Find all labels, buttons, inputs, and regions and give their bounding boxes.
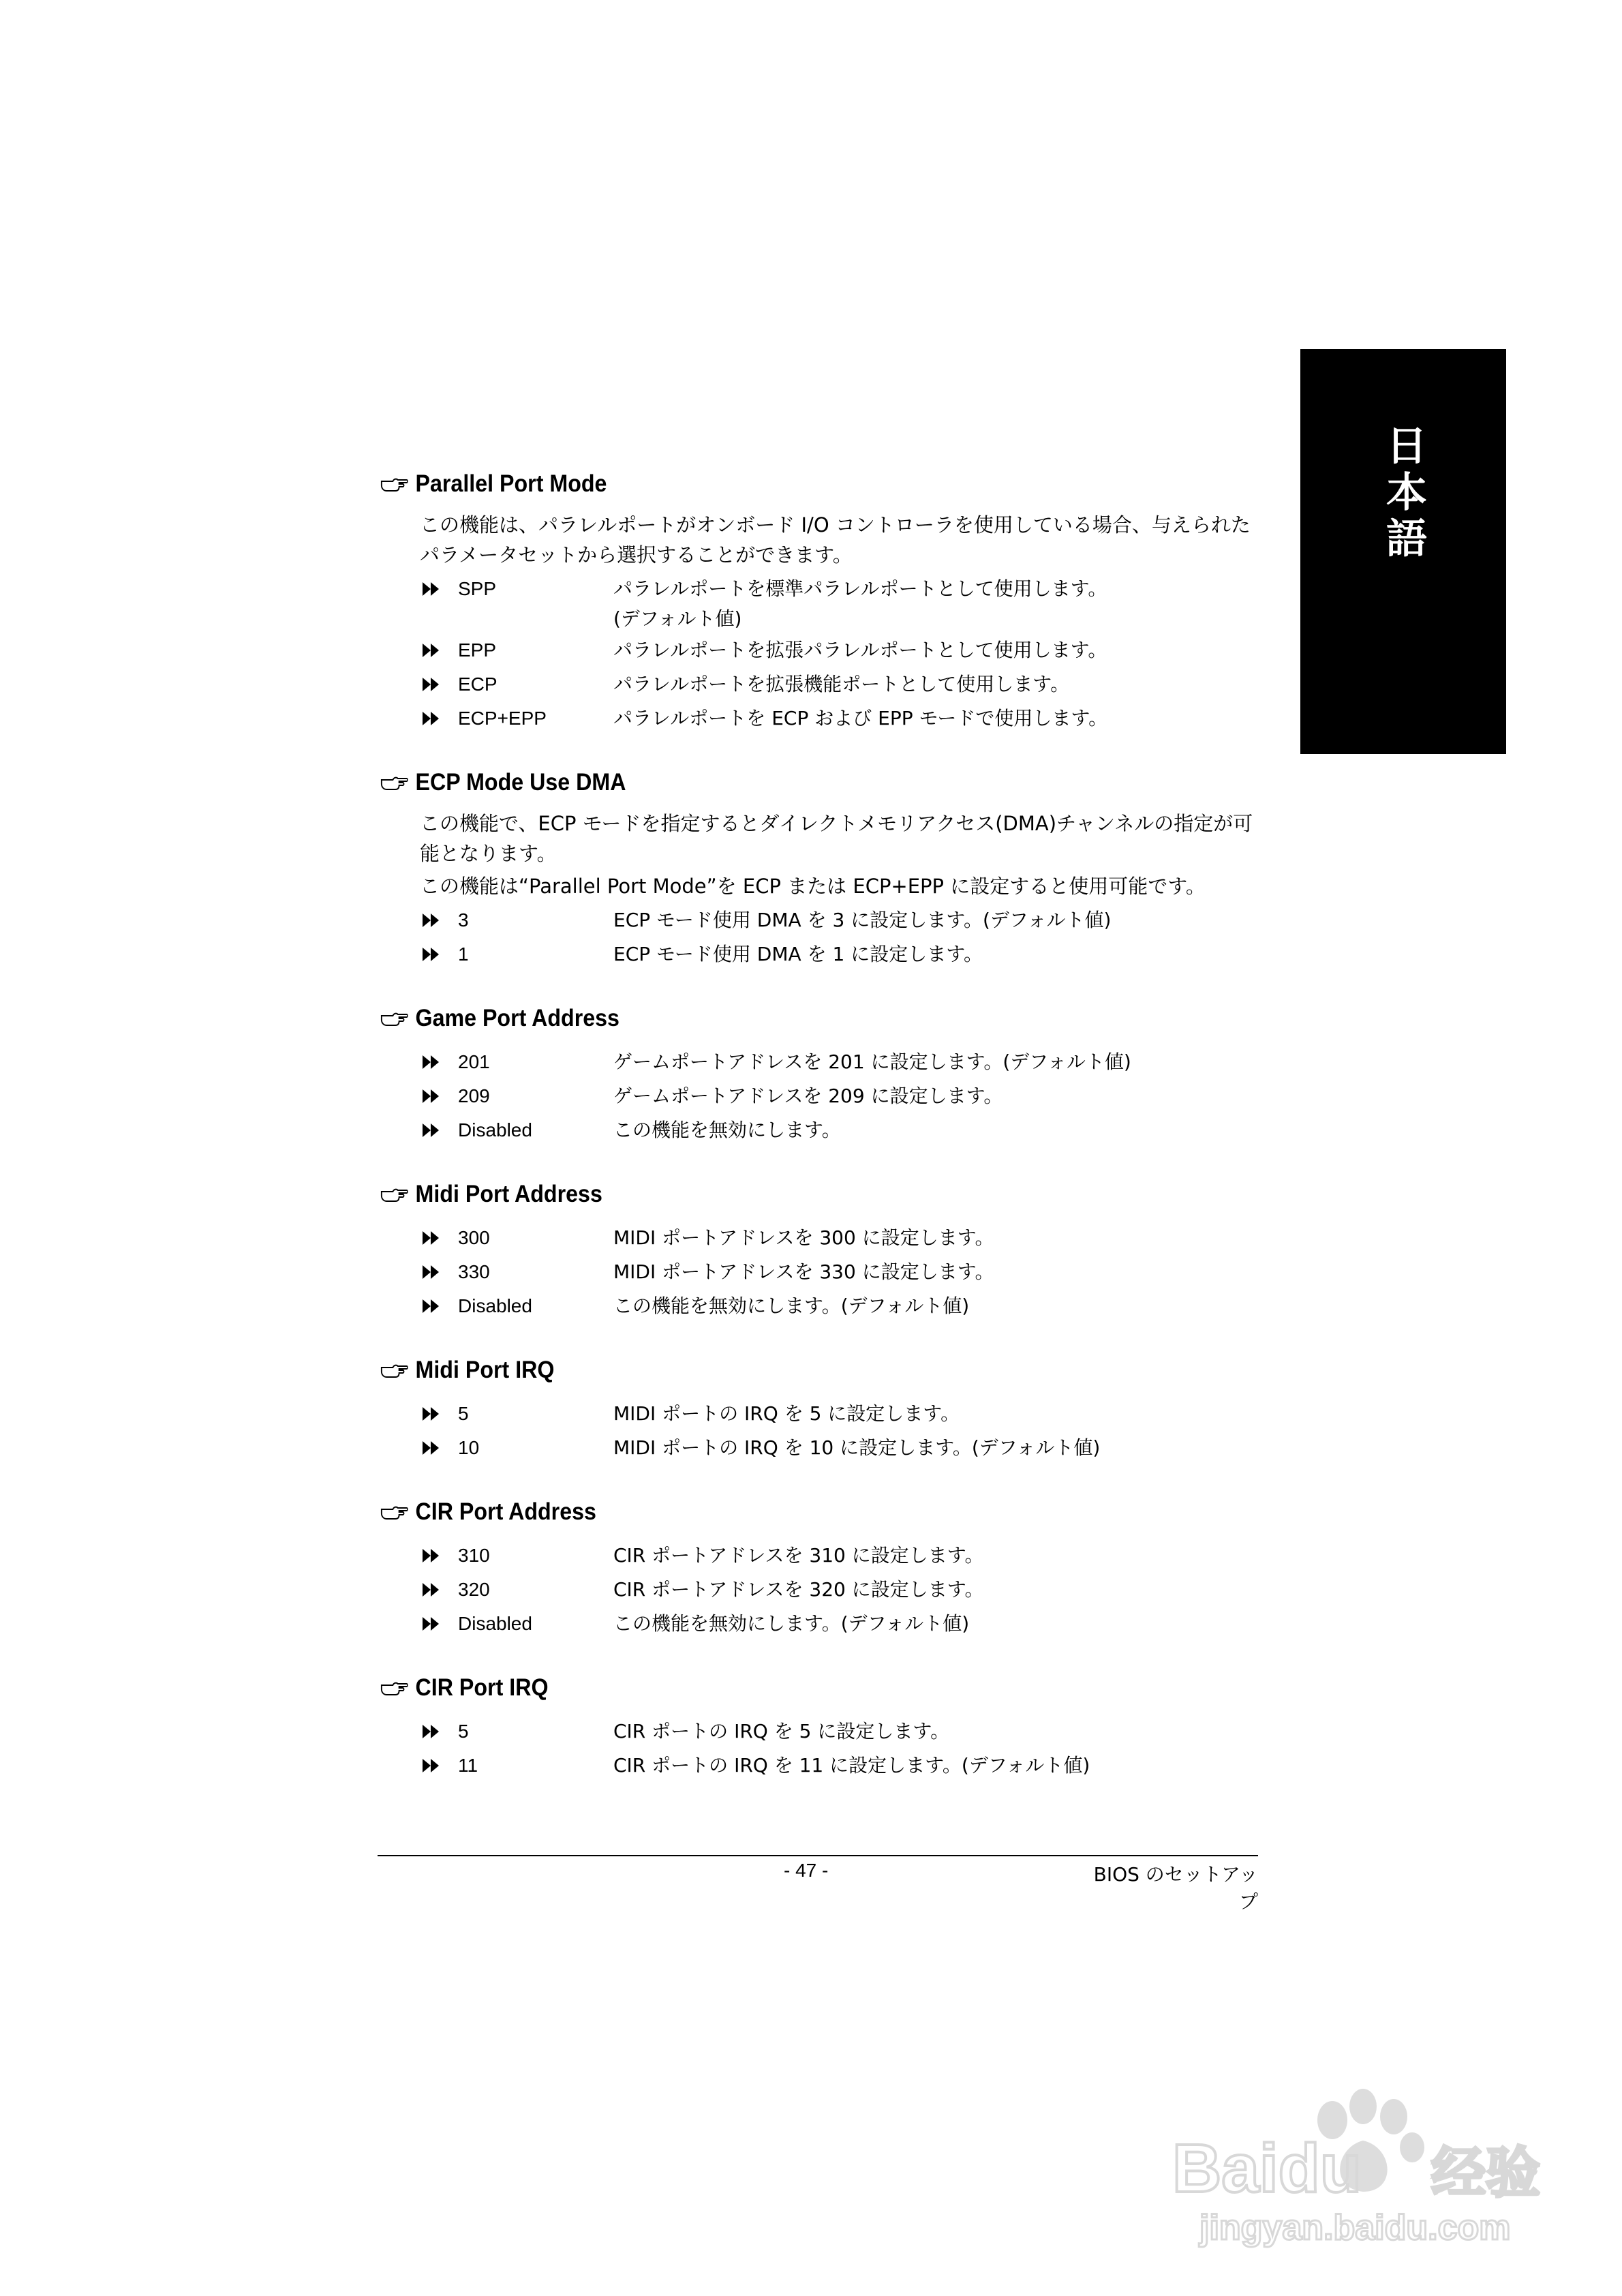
option-value: 3 xyxy=(458,909,469,931)
option-value: ECP+EPP xyxy=(458,708,547,729)
option-row xyxy=(380,1433,1259,1467)
option-value: SPP xyxy=(458,578,497,599)
option-value: 1 xyxy=(458,943,469,965)
option-row xyxy=(380,1115,1259,1149)
option-row xyxy=(380,1223,1259,1257)
option-row xyxy=(380,669,1259,704)
double-arrow-icon xyxy=(420,1723,444,1740)
double-arrow-icon xyxy=(420,1757,444,1774)
option-row xyxy=(380,1541,1259,1575)
option-value: 330 xyxy=(458,1261,490,1282)
option-row xyxy=(380,1609,1259,1643)
option-description: パラレルポートを標準パラレルポートとして使用します。 (デフォルト値) xyxy=(613,577,1107,630)
section-title: CIR Port Address xyxy=(380,1492,1189,1532)
option-description: MIDI ポートの IRQ を 5 に設定します。 xyxy=(613,1402,960,1425)
option-row xyxy=(380,1047,1259,1081)
option-value: 10 xyxy=(458,1437,480,1458)
double-arrow-icon xyxy=(420,676,444,693)
option-row xyxy=(380,1399,1259,1433)
double-arrow-icon xyxy=(420,1616,444,1632)
option-row xyxy=(380,1257,1259,1291)
option-description: この機能を無効にします。(デフォルト値) xyxy=(613,1612,970,1635)
option-value: 310 xyxy=(458,1545,490,1566)
watermark-brand: Baidu xyxy=(1172,2130,1362,2207)
double-arrow-icon xyxy=(420,642,444,659)
option-description: パラレルポートを ECP および EPP モードで使用します。 xyxy=(613,707,1108,729)
option-description: MIDI ポートアドレスを 300 に設定します。 xyxy=(613,1226,994,1249)
option-value: 5 xyxy=(458,1403,469,1424)
section xyxy=(380,1667,1259,1785)
section xyxy=(380,464,1259,738)
section-title: ECP Mode Use DMA xyxy=(380,762,1189,803)
option-value: EPP xyxy=(458,639,497,661)
option-value: Disabled xyxy=(458,1295,532,1316)
section-title: Parallel Port Mode xyxy=(380,464,1189,504)
option-description: ゲームポートアドレスを 201 に設定します。(デフォルト値) xyxy=(613,1051,1131,1073)
option-row xyxy=(380,1717,1259,1751)
watermark-cn: 经验 xyxy=(1431,2141,1540,2205)
option-row xyxy=(380,1751,1259,1785)
option-row xyxy=(380,574,1259,635)
section-title: CIR Port IRQ xyxy=(380,1667,1189,1708)
option-description: CIR ポートアドレスを 320 に設定します。 xyxy=(613,1578,984,1601)
section-description: この機能は、パラレルポートがオンボード I/O コントローラを使用している場合、与えられたパラメータセットから選択することができます。 xyxy=(420,513,1251,567)
option-row xyxy=(380,939,1259,973)
double-arrow-icon xyxy=(420,581,444,597)
option-description: パラレルポートを拡張パラレルポートとして使用します。 xyxy=(613,639,1107,661)
option-description: この機能を無効にします。 xyxy=(613,1119,841,1141)
pointing-hand-icon xyxy=(380,1504,408,1520)
pointing-hand-icon xyxy=(380,1186,408,1203)
option-value: 209 xyxy=(458,1085,490,1106)
option-value: 201 xyxy=(458,1051,490,1072)
section xyxy=(380,1174,1259,1325)
option-description: ゲームポートアドレスを 209 に設定します。 xyxy=(613,1085,1003,1107)
section-title: Game Port Address xyxy=(380,998,1189,1039)
section xyxy=(380,762,1259,973)
option-value: ECP xyxy=(458,674,498,695)
double-arrow-icon xyxy=(420,1406,444,1422)
language-tab xyxy=(1300,349,1506,754)
double-arrow-icon xyxy=(420,912,444,928)
section xyxy=(380,1350,1259,1467)
pointing-hand-icon xyxy=(380,1362,408,1378)
section xyxy=(380,1492,1259,1643)
option-description: CIR ポートの IRQ を 11 に設定します。(デフォルト値) xyxy=(613,1754,1090,1777)
double-arrow-icon xyxy=(420,1547,444,1564)
section-title: Midi Port IRQ xyxy=(380,1350,1189,1391)
option-description: この機能を無効にします。(デフォルト値) xyxy=(613,1295,970,1317)
option-description: CIR ポートアドレスを 310 に設定します。 xyxy=(613,1544,984,1567)
chapter-title: BIOS のセットアップ xyxy=(1093,1863,1258,1913)
option-row xyxy=(380,1575,1259,1609)
option-description: MIDI ポートアドレスを 330 に設定します。 xyxy=(613,1260,994,1283)
option-description: ECP モード使用 DMA を 1 に設定します。 xyxy=(613,943,983,965)
option-row xyxy=(380,1081,1259,1115)
double-arrow-icon xyxy=(420,1088,444,1104)
option-value: Disabled xyxy=(458,1119,532,1141)
pointing-hand-icon xyxy=(380,1010,408,1027)
section-description: この機能は“Parallel Port Mode”を ECP または ECP+EPP に設定すると使用可能です。 xyxy=(420,875,1206,898)
pointing-hand-icon xyxy=(380,476,408,492)
pointing-hand-icon xyxy=(380,1680,408,1696)
watermark-url: jingyan.baidu.com xyxy=(1199,2208,1511,2248)
section-title: Midi Port Address xyxy=(380,1174,1189,1215)
double-arrow-icon xyxy=(420,1582,444,1598)
footer-divider xyxy=(378,1855,1258,1856)
section-description: この機能で、ECP モードを指定するとダイレクトメモリアクセス(DMA)チャンネルの指定が可能となります。 xyxy=(420,812,1253,865)
pointing-hand-icon xyxy=(380,774,408,791)
language-tab-label: 日本語 xyxy=(1379,424,1427,563)
baidu-watermark-icon xyxy=(1159,2072,1554,2250)
section xyxy=(380,998,1259,1149)
double-arrow-icon xyxy=(420,1298,444,1314)
option-value: 320 xyxy=(458,1579,490,1600)
double-arrow-icon xyxy=(420,1054,444,1070)
option-description: ECP モード使用 DMA を 3 に設定します。(デフォルト値) xyxy=(613,909,1112,931)
option-description: CIR ポートの IRQ を 5 に設定します。 xyxy=(613,1720,950,1742)
option-value: 5 xyxy=(458,1721,469,1742)
manual-content xyxy=(380,464,1259,1785)
option-description: MIDI ポートの IRQ を 10 に設定します。(デフォルト値) xyxy=(613,1436,1101,1459)
double-arrow-icon xyxy=(420,1122,444,1138)
option-row xyxy=(380,635,1259,669)
option-description: パラレルポートを拡張機能ポートとして使用します。 xyxy=(613,673,1070,695)
double-arrow-icon xyxy=(420,1440,444,1456)
option-value: Disabled xyxy=(458,1613,532,1634)
double-arrow-icon xyxy=(420,946,444,963)
option-value: 11 xyxy=(458,1755,478,1776)
option-row xyxy=(380,1291,1259,1325)
option-row xyxy=(380,905,1259,939)
page-number: - 47 - xyxy=(784,1860,829,1881)
double-arrow-icon xyxy=(420,1230,444,1246)
double-arrow-icon xyxy=(420,710,444,727)
double-arrow-icon xyxy=(420,1264,444,1280)
option-value: 300 xyxy=(458,1227,490,1248)
option-row xyxy=(380,704,1259,738)
